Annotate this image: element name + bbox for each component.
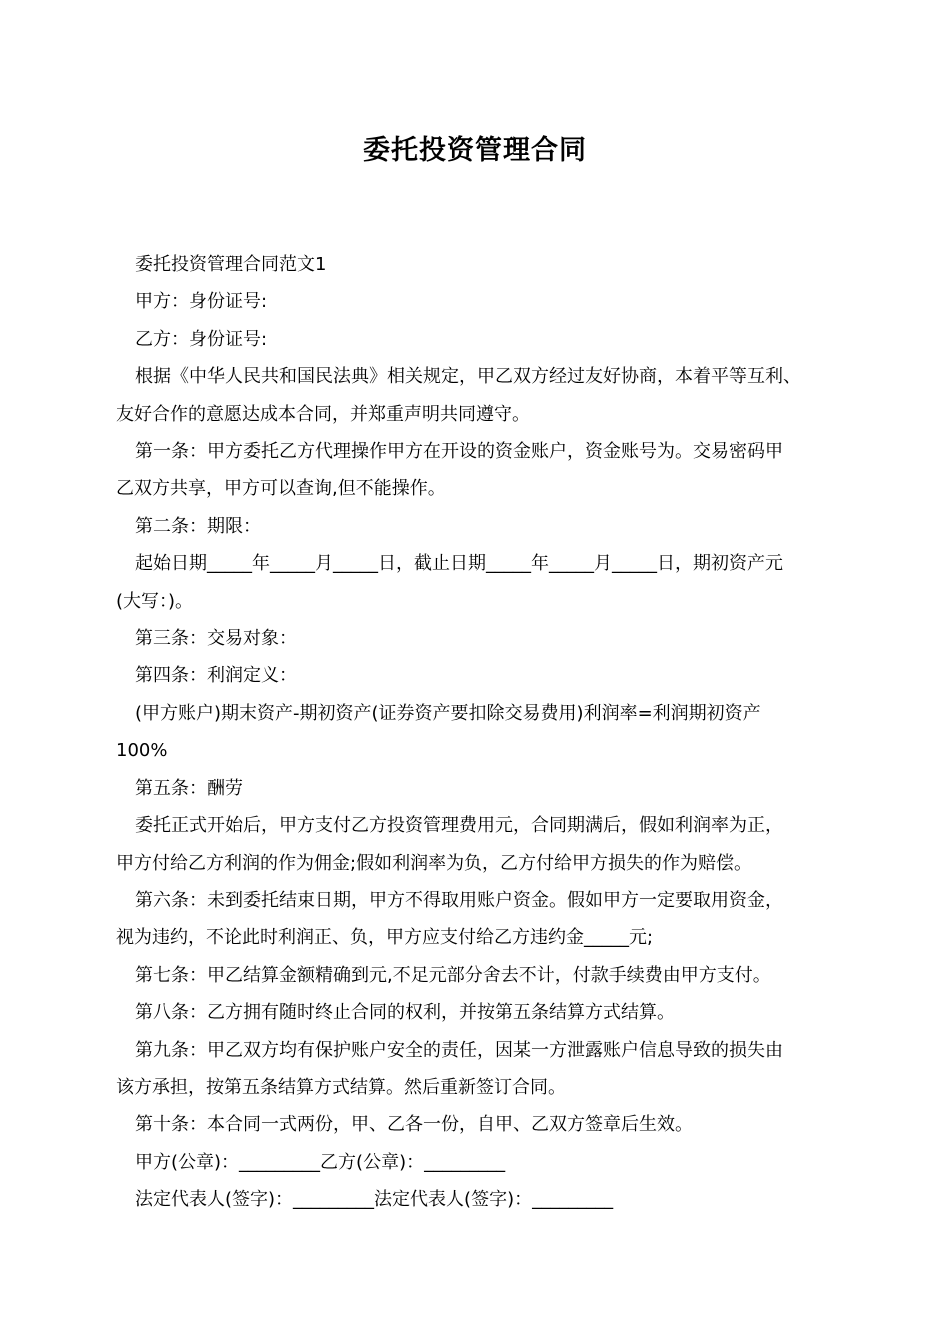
line-article-8: 第八条：乙方拥有随时终止合同的权利，并按第五条结算方式结算。: [135, 1002, 675, 1024]
line-representative-signatures: 法定代表人(签字)：_________法定代表人(签字)：_________: [135, 1189, 614, 1211]
line-preamble-1: 根据《中华人民共和国民法典》相关规定，甲乙双方经过友好协商，本着平等互利、: [135, 366, 801, 388]
line-article-5-b: 甲方付给乙方利润的作为佣金;假如利润率为负，乙方付给甲方损失的作为赔偿。: [116, 852, 753, 874]
line-article-2-capital: (大写：)。: [116, 590, 194, 612]
line-party-a-id: 甲方：身份证号:: [135, 291, 268, 313]
line-article-4-heading: 第四条：利润定义：: [135, 665, 297, 687]
line-article-6-b: 视为违约，不论此时利润正、负，甲方应支付给乙方违约金_____元;: [116, 927, 654, 949]
line-article-5-a: 委托正式开始后，甲方支付乙方投资管理费用元，合同期满后，假如利润率为正，: [135, 815, 783, 837]
line-article-1-a: 第一条：甲方委托乙方代理操作甲方在开设的资金账户，资金账号为。交易密码甲: [135, 441, 783, 463]
line-article-9-b: 该方承担，按第五条结算方式结算。然后重新签订合同。: [116, 1076, 566, 1098]
line-article-4-formula: (甲方账户)期末资产-期初资产(证券资产要扣除交易费用)利润率=利润期初资产: [135, 702, 761, 724]
line-article-10: 第十条：本合同一式两份，甲、乙各一份，自甲、乙双方签章后生效。: [135, 1114, 693, 1136]
line-heading-sample: 委托投资管理合同范文1: [135, 254, 327, 275]
line-article-3: 第三条：交易对象：: [135, 628, 297, 650]
line-article-7: 第七条：甲乙结算金额精确到元,不足元部分舍去不计，付款手续费由甲方支付。: [135, 964, 771, 986]
line-seal-signatures: 甲方(公章)：_________乙方(公章)：_________: [135, 1151, 506, 1173]
document-title: 委托投资管理合同: [363, 135, 587, 166]
line-article-9-a: 第九条：甲乙双方均有保护账户安全的责任，因某一方泄露账户信息导致的损失由: [135, 1039, 783, 1061]
line-article-1-b: 乙双方共享，甲方可以查询,但不能操作。: [116, 478, 446, 500]
line-article-6-a: 第六条：未到委托结束日期，甲方不得取用账户资金。假如甲方一定要取用资金，: [135, 889, 783, 911]
line-article-5-heading: 第五条：酬劳: [135, 777, 243, 799]
line-article-4-percent: 100%: [116, 740, 168, 762]
document-body: [116, 246, 834, 1219]
line-article-2-heading: 第二条：期限：: [135, 515, 261, 537]
line-party-b-id: 乙方：身份证号:: [135, 328, 268, 350]
line-article-2-dates: 起始日期_____年_____月_____日，截止日期_____年_____月_____日，期初资产元: [135, 553, 783, 575]
line-preamble-2: 友好合作的意愿达成本合同，并郑重声明共同遵守。: [116, 403, 530, 425]
